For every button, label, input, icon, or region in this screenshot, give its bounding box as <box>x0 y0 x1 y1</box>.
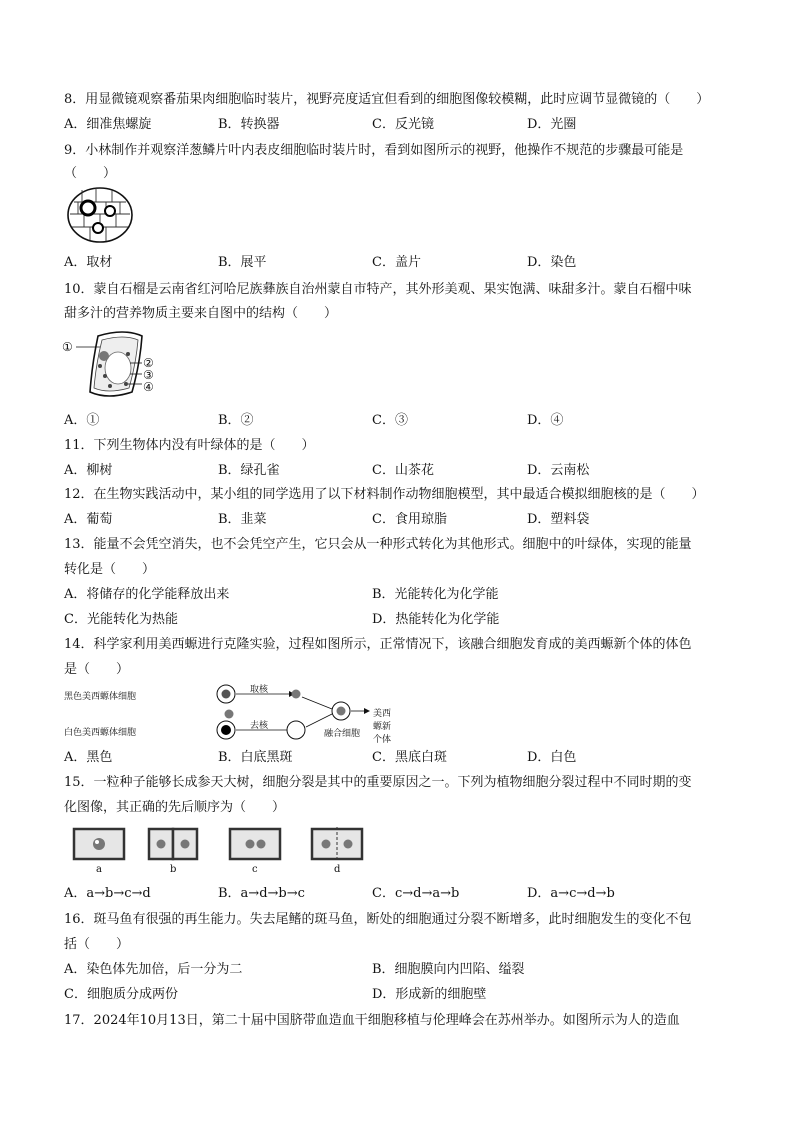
q10-stem-line1: 10．蒙自石榴是云南省红河哈尼族彝族自治州蒙自市特产，其外形美观、果实饱满、味甜多汁。蒙自石榴中味 <box>64 282 692 297</box>
q9-microscope-view-figure <box>66 186 134 244</box>
q8-option-b: B．转换器 <box>218 117 280 132</box>
q15-stem-line1: 15．一粒种子能够长成参天大树，细胞分裂是其中的重要原因之一。下列为植物细胞分裂过程中不同时期的变 <box>64 775 692 790</box>
q15-option-d: D．a→c→d→b <box>527 886 615 901</box>
q10-label-2: ② <box>143 356 154 370</box>
q14-stem-line1: 14．科学家利用美西螈进行克隆实验，过程如图所示，正常情况下，该融合细胞发育成的美西螈新个体的体色 <box>64 637 692 652</box>
q16-option-c: C．细胞质分成两份 <box>64 987 178 1002</box>
q13-option-b: B．光能转化为化学能 <box>372 587 499 602</box>
q13-stem-line2: 转化是（ ） <box>64 562 156 577</box>
q17-stem: 17．2024年10月13日，第二十届中国脐带血造血干细胞移植与伦理峰会在苏州举办。如图所示为人的造血 <box>64 1013 680 1028</box>
q14-option-b: B．白底黑斑 <box>218 750 293 765</box>
q15-label-c: c <box>252 864 258 875</box>
q14-take-nucleus-label: 取核 <box>250 685 269 695</box>
q9-stem-line1: 9．小林制作并观察洋葱鳞片叶内表皮细胞临时装片时，看到如图所示的视野，他操作不规范的步骤最可能是 <box>64 143 684 158</box>
q16-option-a: A．染色体先加倍，后一分为二 <box>64 962 243 977</box>
q10-label-4: ④ <box>143 380 154 394</box>
q10-option-d: D．④ <box>527 413 564 428</box>
q10-option-b: B．② <box>218 413 254 428</box>
q12-option-b: B．韭菜 <box>218 512 267 527</box>
q15-cell-division-figure <box>72 825 372 877</box>
q13-option-d: D．热能转化为化学能 <box>372 612 500 627</box>
q11-stem: 11．下列生物体内没有叶绿体的是（ ） <box>64 438 315 453</box>
q15-stem-line2: 化图像，其正确的先后顺序为（ ） <box>64 800 286 815</box>
q10-stem-line2: 甜多汁的营养物质主要来自图中的结构（ ） <box>64 306 338 321</box>
q10-option-a: A．① <box>64 413 100 428</box>
q8-stem: 8．用显微镜观察番茄果肉细胞临时装片，视野亮度适宜但看到的细胞图像较模糊，此时应调节显微镜的（ ） <box>64 92 710 107</box>
q12-option-d: D．塑料袋 <box>527 512 590 527</box>
q10-label-1: ① <box>62 340 73 354</box>
q13-option-a: A．将储存的化学能释放出来 <box>64 587 230 602</box>
q15-option-b: B．a→d→b→c <box>218 886 305 901</box>
q8-option-a: A．细准焦螺旋 <box>64 117 152 132</box>
q15-option-a: A．a→b→c→d <box>64 886 151 901</box>
q9-option-a: A．取材 <box>64 255 113 270</box>
q12-option-a: A．葡萄 <box>64 512 113 527</box>
q13-stem-line1: 13．能量不会凭空消失，也不会凭空产生，它只会从一种形式转化为其他形式。细胞中的叶绿体，实现的能量 <box>64 537 692 552</box>
q14-new-individual-label: 美西螈新个体 <box>373 709 392 745</box>
q14-black-cell-label: 黑色美西螈体细胞 <box>64 692 137 702</box>
q13-option-c: C．光能转化为热能 <box>64 612 178 627</box>
q11-option-d: D．云南松 <box>527 463 590 478</box>
q16-stem-line2: 括（ ） <box>64 937 130 952</box>
q15-label-d: d <box>334 864 341 875</box>
q12-option-c: C．食用琼脂 <box>372 512 447 527</box>
q9-stem-line2: （ ） <box>64 166 117 181</box>
q16-stem-line1: 16．斑马鱼有很强的再生能力。失去尾鳍的斑马鱼，断处的细胞通过分裂不断增多，此时细胞发生的变化不包 <box>64 912 692 927</box>
q16-option-d: D．形成新的细胞壁 <box>372 987 487 1002</box>
q11-option-b: B．绿孔雀 <box>218 463 280 478</box>
q11-option-c: C．山茶花 <box>372 463 434 478</box>
q10-option-c: C．③ <box>372 413 408 428</box>
q15-option-c: C．c→d→a→b <box>372 886 460 901</box>
q14-white-cell-label: 白色美西螈体细胞 <box>64 728 137 738</box>
q10-plant-cell-figure <box>62 328 162 400</box>
q15-label-a: a <box>96 864 102 875</box>
q9-option-b: B．展平 <box>218 255 267 270</box>
q9-option-c: C．盖片 <box>372 255 421 270</box>
q15-label-b: b <box>170 864 177 875</box>
q11-option-a: A．柳树 <box>64 463 113 478</box>
q14-stem-line2: 是（ ） <box>64 662 130 677</box>
q14-option-a: A．黑色 <box>64 750 113 765</box>
q10-label-3: ③ <box>143 368 154 382</box>
q8-option-d: D．光圈 <box>527 117 577 132</box>
q14-remove-nucleus-label: 去核 <box>250 721 269 731</box>
q12-stem: 12．在生物实践活动中，某小组的同学选用了以下材料制作动物细胞模型，其中最适合模拟细胞核的是（ ） <box>64 487 705 502</box>
q14-fused-cell-label: 融合细胞 <box>324 729 361 739</box>
q14-cloning-figure <box>64 680 394 744</box>
q14-option-c: C．黑底白斑 <box>372 750 447 765</box>
q8-option-c: C．反光镜 <box>372 117 434 132</box>
q16-option-b: B．细胞膜向内凹陷、缢裂 <box>372 962 525 977</box>
q9-option-d: D．染色 <box>527 255 577 270</box>
q14-option-d: D．白色 <box>527 750 577 765</box>
